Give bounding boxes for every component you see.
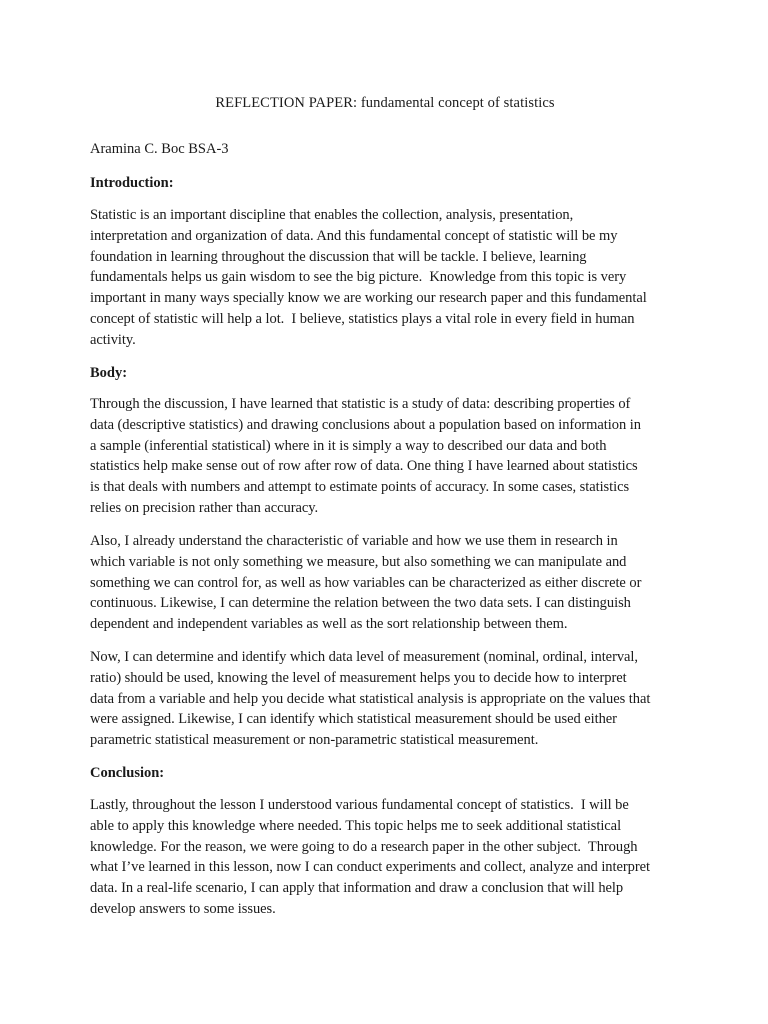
text-line: data (descriptive statistics) and drawing conclusions about a population based on information in xyxy=(90,416,641,433)
text-line: something we can control for, as well as how variables can be characterized as either discrete or xyxy=(90,574,642,591)
text-line: interpretation and organization of data. And this fundamental concept of statistic will be my xyxy=(90,227,618,244)
body-heading: Body: xyxy=(90,365,128,381)
author-line: Aramina C. Boc BSA-3 xyxy=(90,141,229,157)
body-paragraph-1 xyxy=(90,394,682,519)
text-line: which variable is not only something we measure, but also something we can manipulate and xyxy=(90,553,627,570)
text-line: Also, I already understand the characteristic of variable and how we use them in research in xyxy=(90,533,618,549)
document-page xyxy=(90,0,680,1024)
text-line: activity. xyxy=(90,331,136,348)
text-line: knowledge. For the reason, we were going to do a research paper in the other subject. Through xyxy=(90,838,638,855)
text-line: parametric statistical measurement or non-parametric statistical measurement. xyxy=(90,732,539,749)
text-line: Lastly, throughout the lesson I understood various fundamental concept of statistics. I will be xyxy=(90,797,629,813)
text-line: Statistic is an important discipline that enables the collection, analysis, presentation, xyxy=(90,207,574,223)
text-line: Now, I can determine and identify which data level of measurement (nominal, ordinal, interval, xyxy=(90,649,638,665)
text-line: develop answers to some issues. xyxy=(90,900,276,917)
introduction-paragraph xyxy=(90,205,682,351)
text-line: data. In a real-life scenario, I can apply that information and draw a conclusion that will help xyxy=(90,880,624,897)
text-line: concept of statistic will help a lot. I believe, statistics plays a vital role in every field in human xyxy=(90,310,635,327)
text-line: statistics help make sense out of row after row of data. One thing I have learned about statistics xyxy=(90,458,638,475)
text-line: data from a variable and help you decide what statistical analysis is appropriate on the values that xyxy=(90,690,651,707)
body-paragraph-2 xyxy=(90,531,682,635)
text-line: what I’ve learned in this lesson, now I can conduct experiments and collect, analyze and interpret xyxy=(90,859,650,876)
text-line: is that deals with numbers and attempt to estimate points of accuracy. In some cases, statistics xyxy=(90,479,630,496)
body-paragraph-3 xyxy=(90,647,682,751)
document-title: REFLECTION PAPER: fundamental concept of statistics xyxy=(215,95,555,111)
text-line: continuous. Likewise, I can determine the relation between the two data sets. I can distinguish xyxy=(90,595,631,612)
text-line: Through the discussion, I have learned that statistic is a study of data: describing properties of xyxy=(90,396,631,412)
text-line: able to apply this knowledge where needed. This topic helps me to seek additional statistical xyxy=(90,817,622,834)
text-line: relies on precision rather than accuracy. xyxy=(90,499,319,516)
conclusion-paragraph xyxy=(90,795,682,920)
text-line: were assigned. Likewise, I can identify which statistical measurement should be used either xyxy=(90,711,617,728)
text-line: dependent and independent variables as well as the sort relationship between them. xyxy=(90,616,568,633)
text-line: fundamentals helps us gain wisdom to see the big picture. Knowledge from this topic is very xyxy=(90,269,627,286)
text-line: ratio) should be used, knowing the level of measurement helps you to decide how to interpret xyxy=(90,669,627,686)
text-line: important in many ways specially know we are working our research paper and this fundamental xyxy=(90,290,647,307)
conclusion-heading: Conclusion: xyxy=(90,765,165,781)
text-line: foundation in learning throughout the discussion that will be tackle. I believe, learning xyxy=(90,248,587,265)
text-line: a sample (inferential statistical) where in it is simply a way to described our data and both xyxy=(90,437,607,454)
introduction-heading: Introduction: xyxy=(90,175,174,191)
